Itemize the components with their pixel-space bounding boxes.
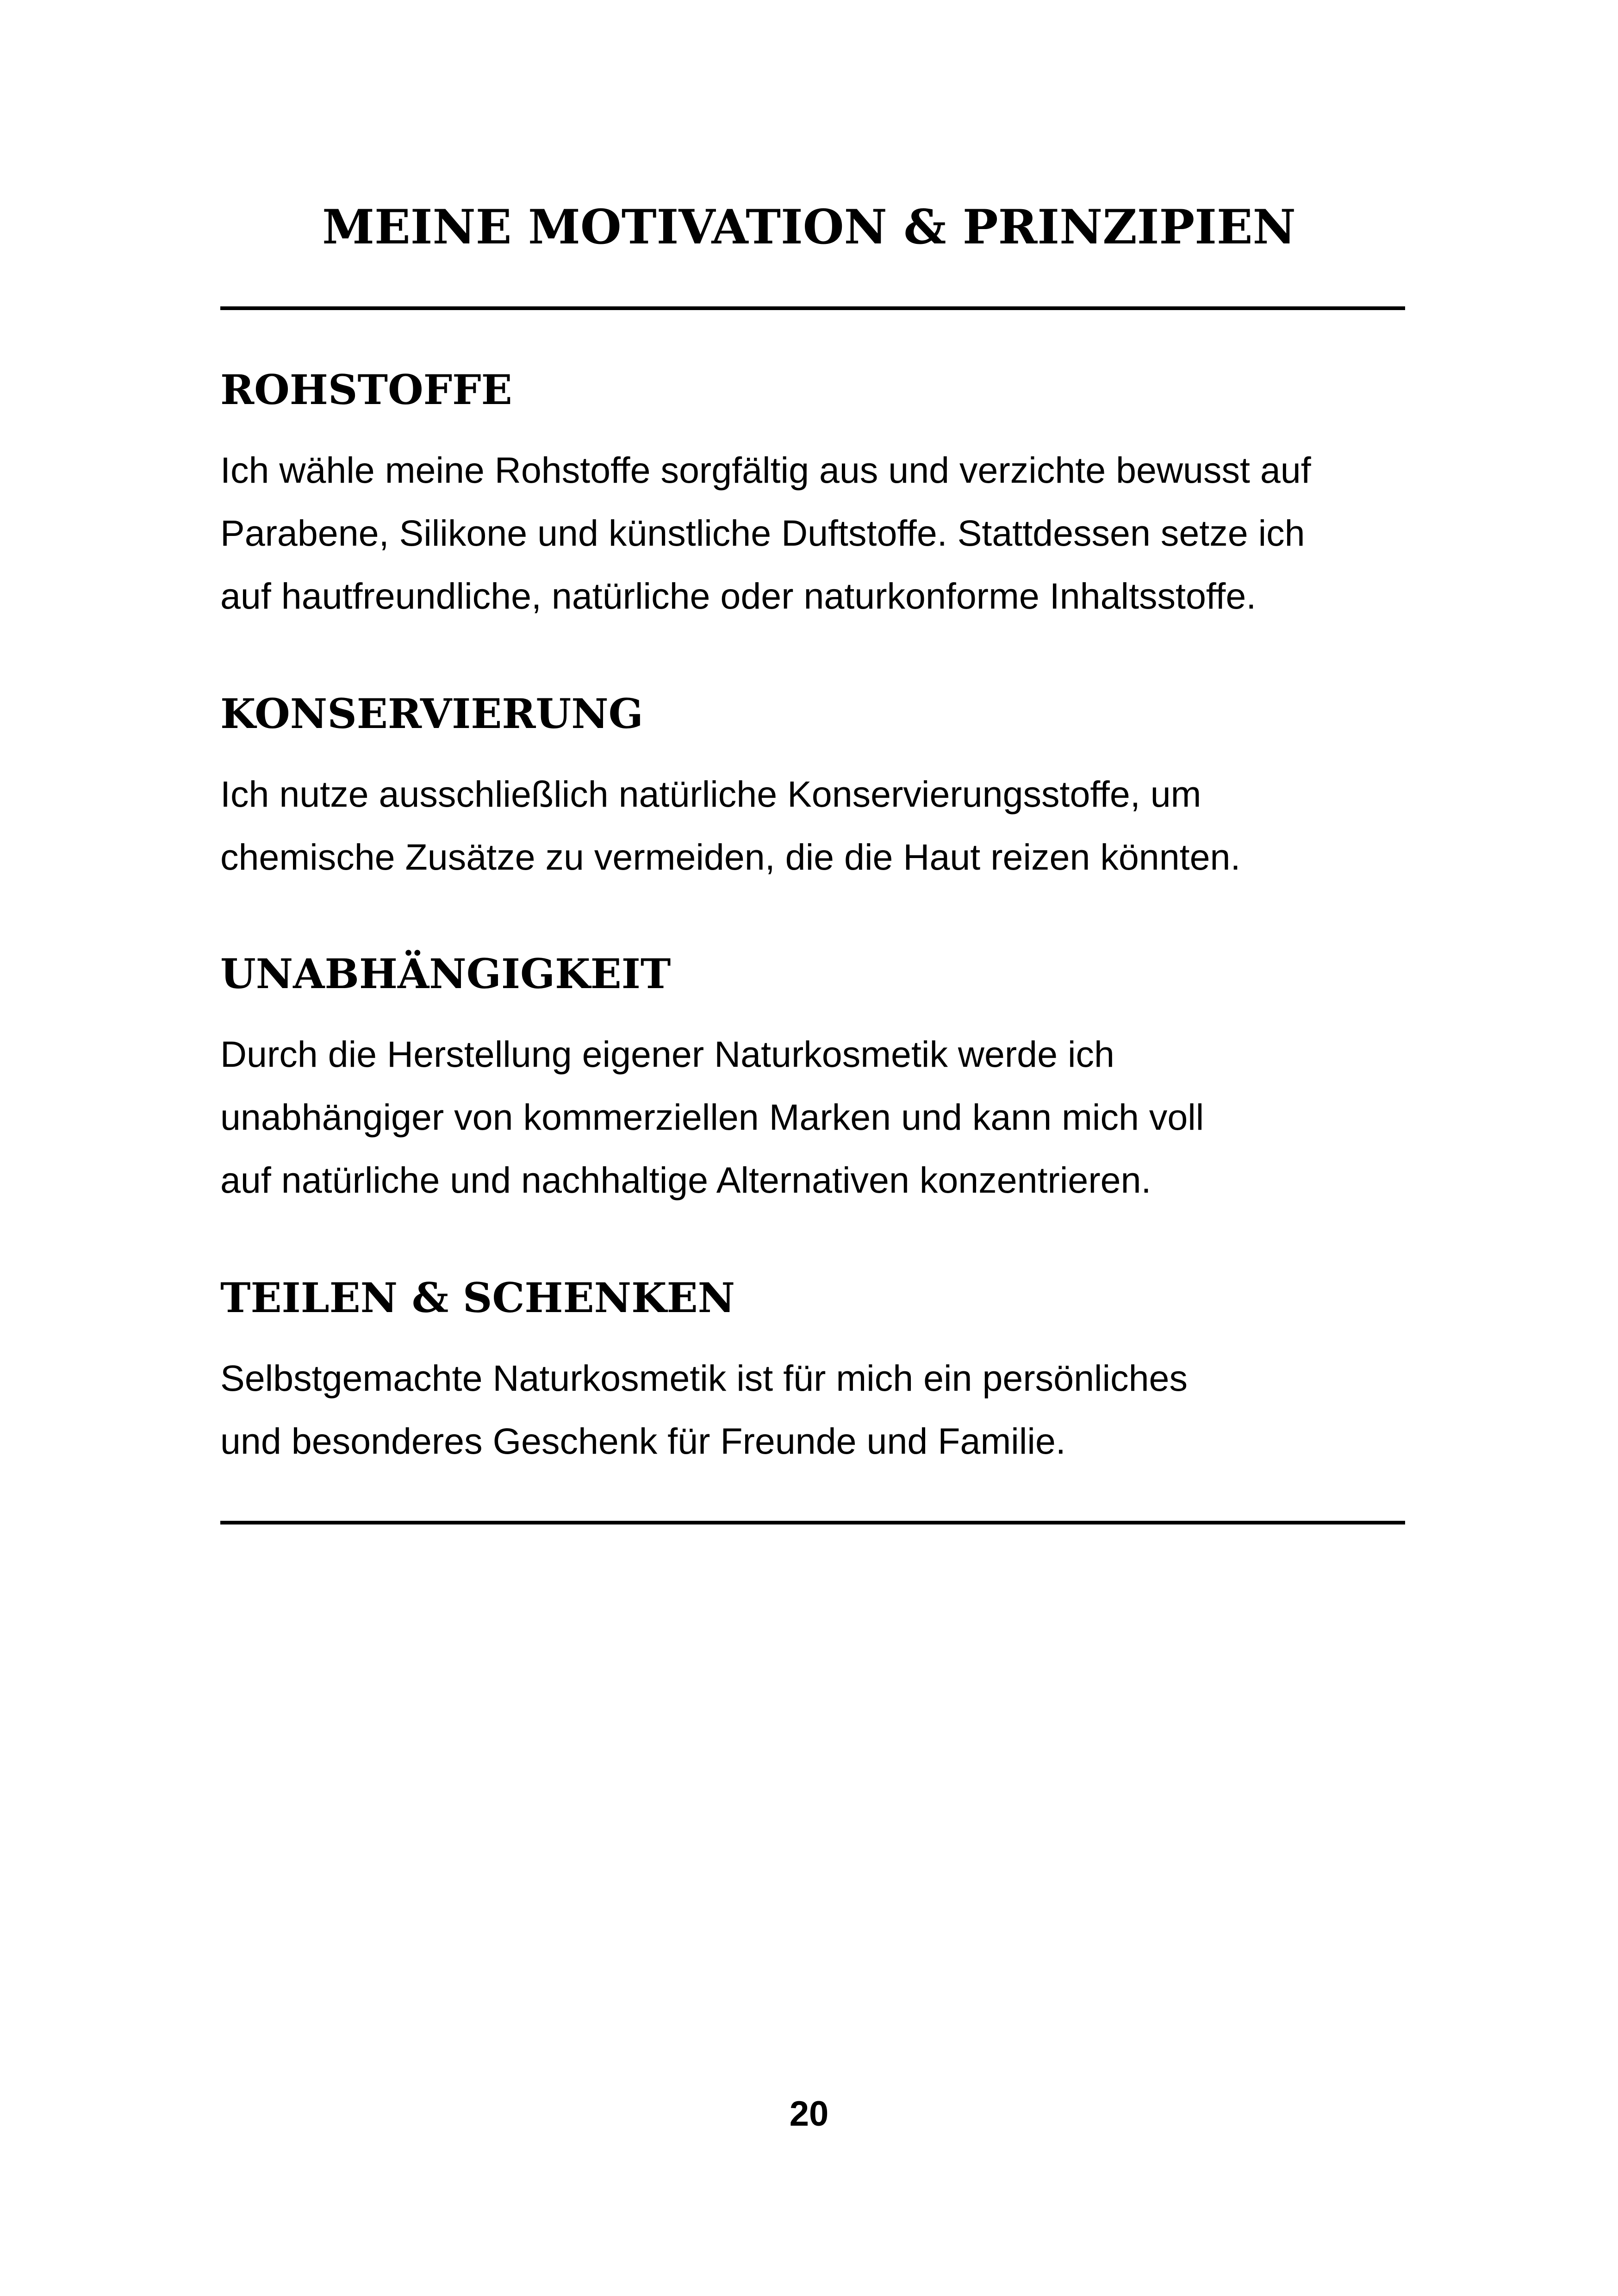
text-line: Ich wähle meine Rohstoffe sorgfältig aus und verzichte bewusst auf xyxy=(220,449,1311,491)
bottom-divider xyxy=(220,1521,1405,1524)
text-line: und besonderes Geschenk für Freunde und Familie. xyxy=(220,1420,1066,1462)
text-line: Durch die Herstellung eigener Naturkosmetik werde ich xyxy=(220,1033,1114,1075)
section-heading-unabhaengigkeit: UNABHÄNGIGKEIT xyxy=(220,950,671,998)
text-line: Selbstgemachte Naturkosmetik ist für mich ein persönliches xyxy=(220,1357,1188,1399)
text-line: Parabene, Silikone und künstliche Duftstoffe. Stattdessen setze ich xyxy=(220,512,1305,554)
top-divider xyxy=(220,306,1405,310)
section-heading-konservierung: KONSERVIERUNG xyxy=(220,690,643,738)
section-text-rohstoffe xyxy=(220,439,1311,628)
page-number: 20 xyxy=(789,2094,829,2134)
text-line: auf hautfreundliche, natürliche oder naturkonforme Inhaltsstoffe. xyxy=(220,575,1257,616)
section-heading-teilen-schenken: TEILEN & SCHENKEN xyxy=(220,1274,735,1322)
text-line: auf natürliche und nachhaltige Alternativen konzentrieren. xyxy=(220,1159,1151,1201)
section-text-unabhaengigkeit xyxy=(220,1023,1204,1212)
section-text-teilen-schenken xyxy=(220,1347,1188,1473)
page-title: MEINE MOTIVATION & PRINZIPIEN xyxy=(322,199,1296,255)
text-line: chemische Zusätze zu vermeiden, die die Haut reizen könnten. xyxy=(220,836,1241,877)
text-line: unabhängiger von kommerziellen Marken und kann mich voll xyxy=(220,1096,1204,1138)
section-text-konservierung xyxy=(220,763,1240,889)
section-heading-rohstoffe: ROHSTOFFE xyxy=(220,366,512,414)
text-line: Ich nutze ausschließlich natürliche Konservierungsstoffe, um xyxy=(220,773,1201,815)
